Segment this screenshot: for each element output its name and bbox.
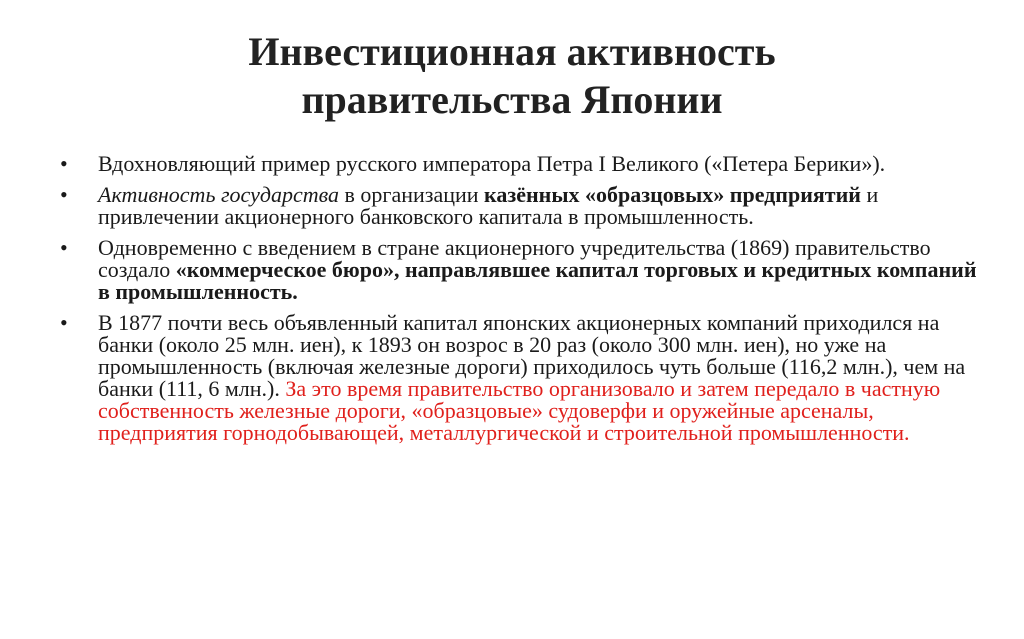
page-title [0,28,1024,124]
title-line-1: Инвестиционная активность [248,29,776,74]
bullet-marker: • [60,310,68,335]
list-item [60,237,980,303]
bullet-text [98,312,980,444]
bullet-2-text-b: и привлечении акционерного банковского капитала в промышленность. [98,182,879,229]
bullet-marker: • [60,151,68,176]
title-line-2: правительства Японии [301,77,723,122]
bullet-4-red-phrase: За это время правительство организовало и затем передало в частную собственность железные дороги, «образцовые» судоверфи и оружейные арсеналы, предприятия горнодобывающей, металлургической и строительной промышленности. [98,376,941,445]
bullet-1-text: Вдохновляющий пример русского императора Петра I Великого («Петера Берики»). [98,151,886,176]
bullet-2-bold-phrase: казённых «образцовых» предприятий [484,182,861,207]
bullet-text [98,184,980,228]
bullet-marker: • [60,182,68,207]
list-item [60,153,980,175]
bullet-marker: • [60,235,68,260]
bullet-2-italic-phrase: Активность государства [98,182,340,207]
bullet-list [60,153,980,453]
bullet-text [98,153,980,175]
bullet-3-text: Одновременно с введением в стране акционерного учредительства (1869) правительство создало [98,235,931,282]
list-item [60,184,980,228]
bullet-text [98,237,980,303]
list-item [60,312,980,444]
bullet-4-text: В 1877 почти весь объявленный капитал японских акционерных компаний приходился на банки (около 25 млн. иен), к 1893 он возрос в 20 раз (около 300 млн. иен), но уже на промышленность (включая железные дороги) приходилось чуть больше (116,2 млн.), чем на банки (111, 6 млн.). [98,310,966,401]
bullet-2-text-a: в организации [339,182,485,207]
bullet-3-bold-phrase: «коммерческое бюро», направлявшее капитал торговых и кредитных компаний в промышленность. [98,257,977,304]
